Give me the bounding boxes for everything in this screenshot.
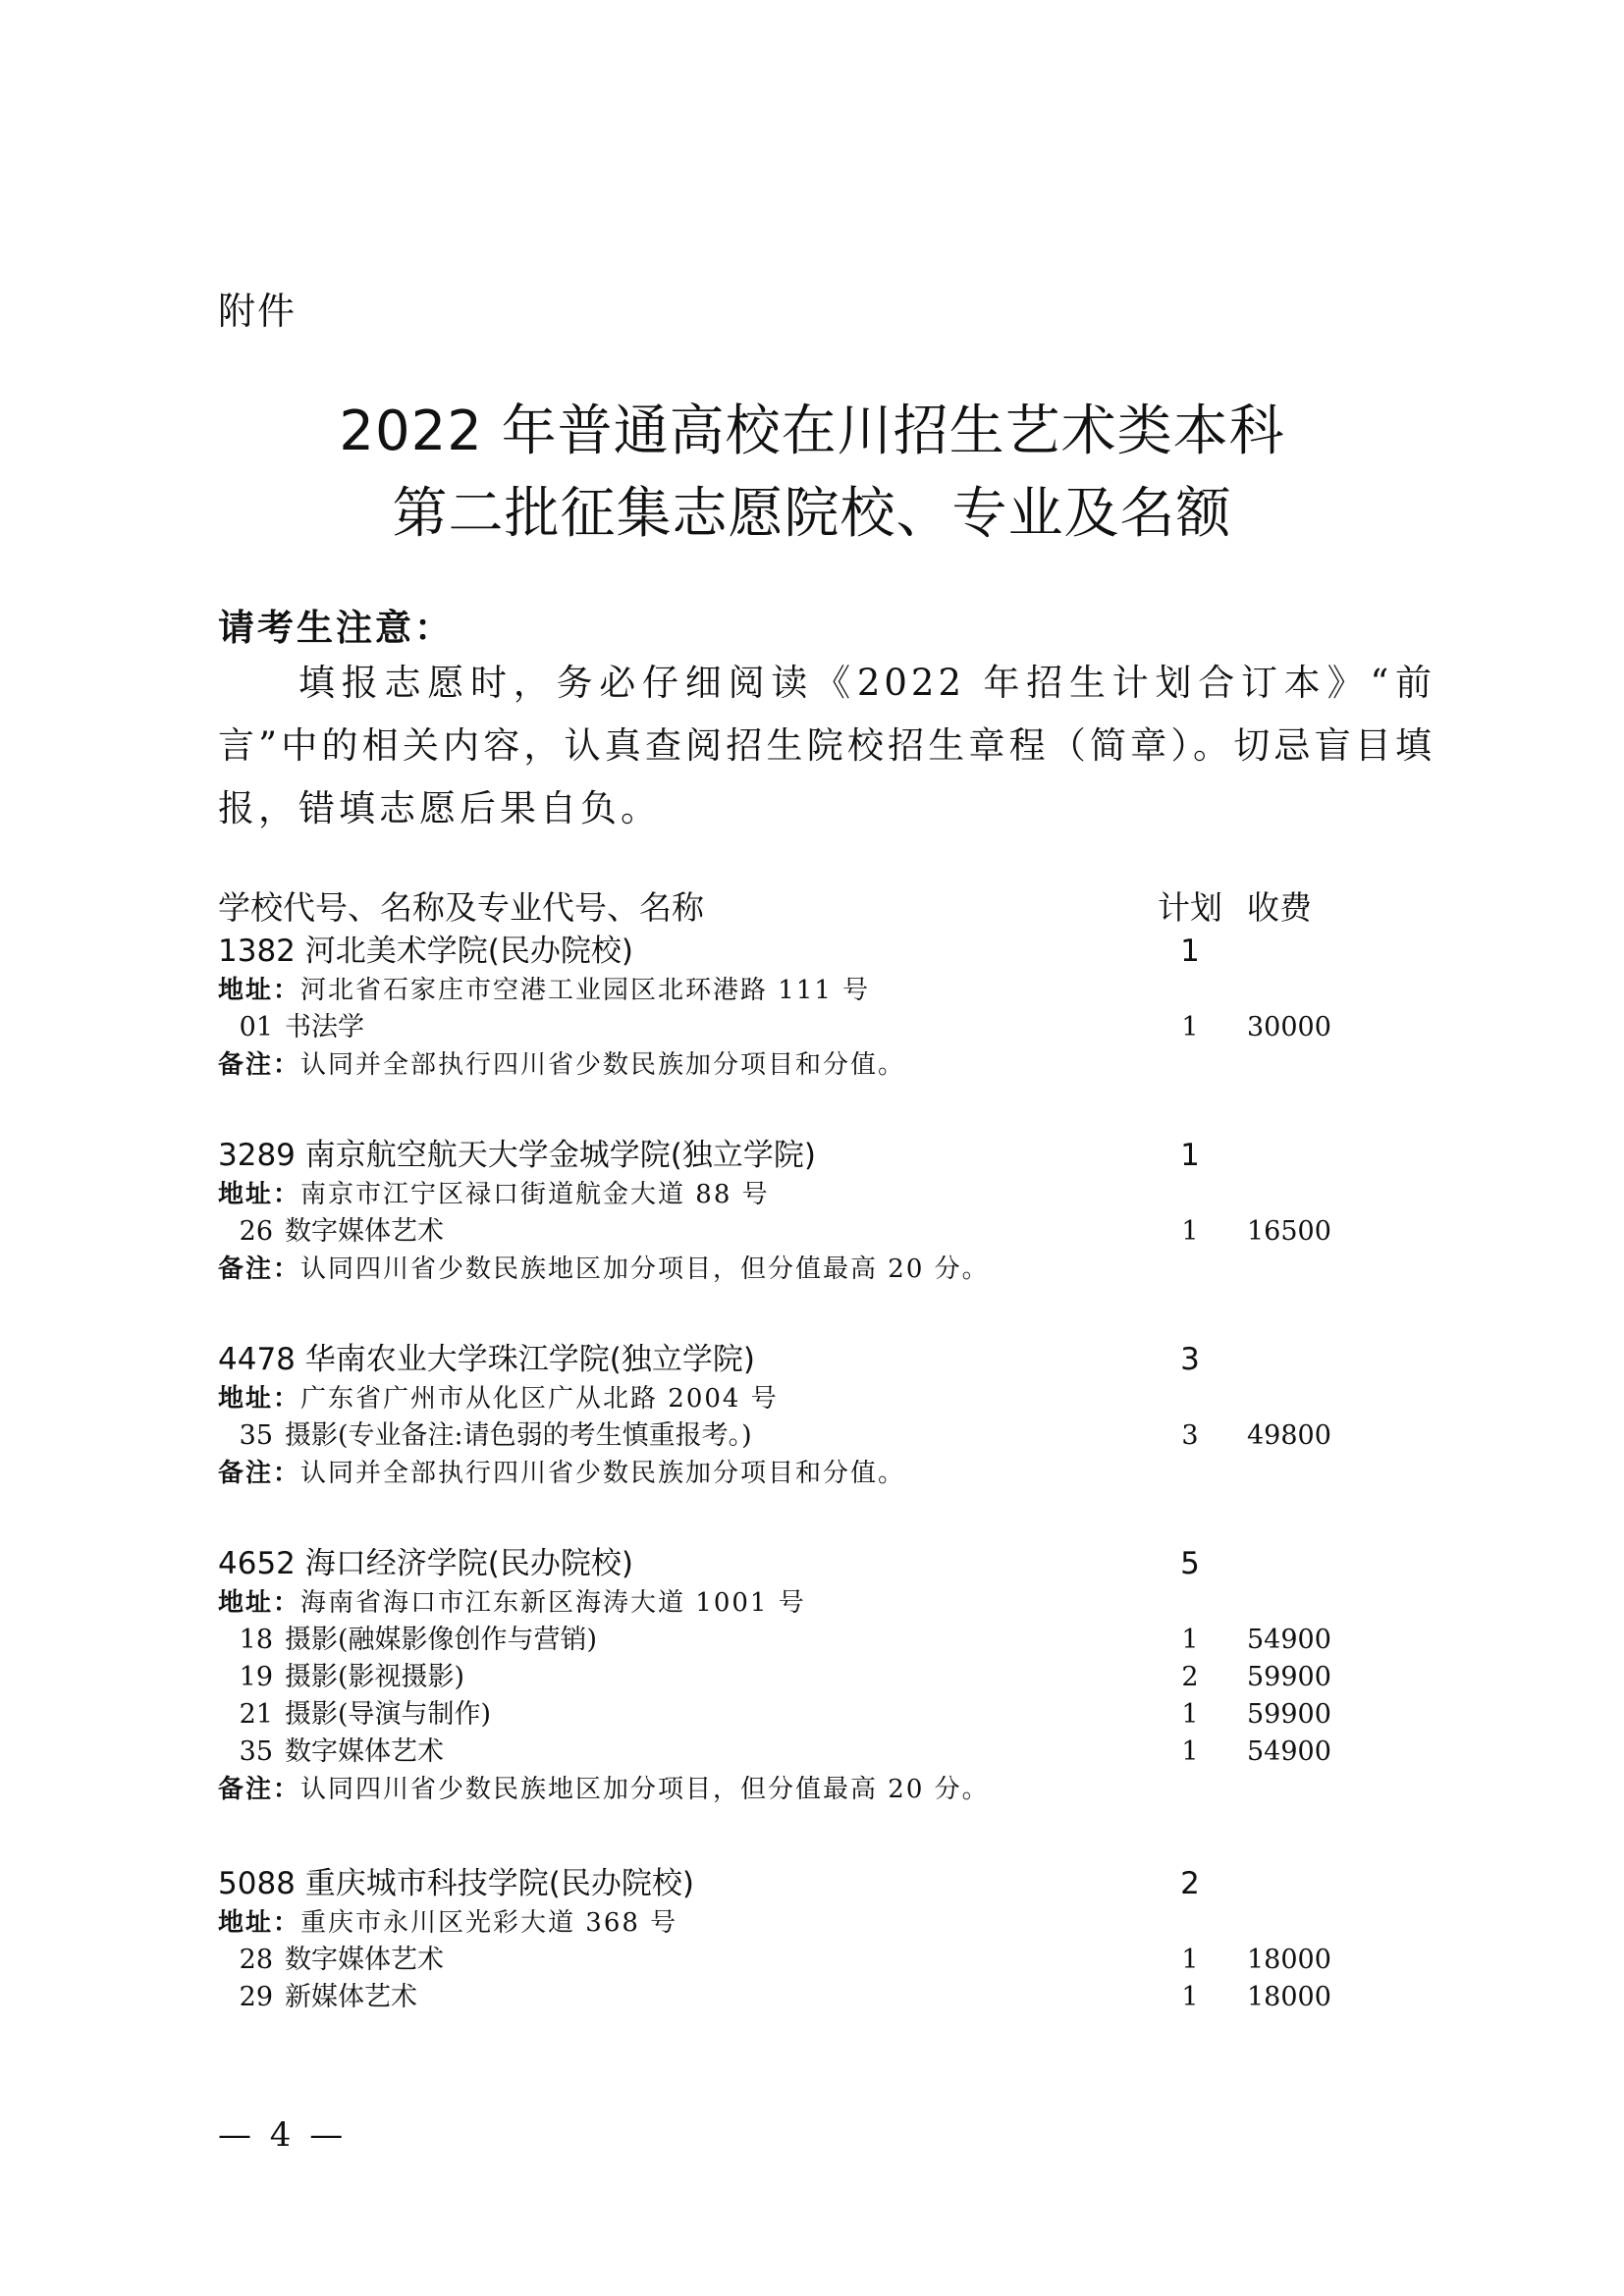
major-code: 35	[239, 1736, 273, 1767]
table-header	[218, 883, 1347, 933]
major-fee: 54900	[1247, 1625, 1331, 1655]
major-name: 摄影(专业备注:请色弱的考生慎重报考。)	[285, 1420, 752, 1451]
remark-row	[218, 1251, 1347, 1288]
school-plan: 2	[1180, 1866, 1200, 1901]
major-plan: 1	[1181, 1012, 1199, 1042]
school-entry	[218, 931, 1347, 1084]
school-plan: 1	[1180, 934, 1200, 969]
school-code: 1382	[218, 934, 296, 969]
major-row	[218, 1659, 1347, 1696]
school-code: 4652	[218, 1546, 296, 1581]
school-entry	[218, 1135, 1347, 1288]
remark-label: 备注：	[218, 1255, 301, 1284]
school-plan: 3	[1180, 1342, 1200, 1377]
school-plan: 5	[1180, 1546, 1200, 1581]
school-remark: 认同并全部执行四川省少数民族加分项目和分值。	[300, 1050, 906, 1080]
major-name: 数字媒体艺术	[285, 1216, 444, 1247]
major-name: 书法学	[285, 1012, 364, 1042]
major-plan: 1	[1181, 1216, 1199, 1247]
major-name: 新媒体艺术	[285, 1982, 417, 2012]
school-row	[218, 1135, 1347, 1176]
address-label: 地址：	[218, 1588, 301, 1618]
major-fee: 49800	[1247, 1420, 1331, 1451]
major-fee: 18000	[1247, 1982, 1331, 2012]
address-label: 地址：	[218, 1180, 301, 1209]
address-row	[218, 1176, 1347, 1213]
major-code: 19	[239, 1662, 273, 1692]
major-code: 21	[239, 1699, 273, 1730]
major-row	[218, 1696, 1347, 1734]
school-entry	[218, 1339, 1347, 1492]
major-name: 摄影(导演与制作)	[285, 1699, 492, 1730]
major-row	[218, 1942, 1347, 1979]
address-row	[218, 1584, 1347, 1622]
major-plan: 2	[1181, 1662, 1199, 1692]
school-row	[218, 1543, 1347, 1584]
notice-body: 填报志愿时，务必仔细阅读《2022 年招生计划合订本》“前言”中的相关内容，认真查阅招生院校招生章程（简章）。切忌盲目填报，错填志愿后果自负。	[218, 662, 1435, 829]
major-row	[218, 1417, 1347, 1455]
address-row	[218, 1904, 1347, 1942]
school-address: 海南省海口市江东新区海涛大道 1001 号	[300, 1588, 806, 1618]
school-remark: 认同并全部执行四川省少数民族加分项目和分值。	[300, 1459, 906, 1488]
school-plan: 1	[1180, 1138, 1200, 1173]
major-plan: 1	[1181, 1699, 1199, 1730]
school-code: 3289	[218, 1138, 296, 1173]
school-row	[218, 931, 1347, 972]
attachment-label: 附件	[218, 290, 298, 333]
major-name: 数字媒体艺术	[285, 1945, 444, 1975]
school-address: 河北省石家庄市空港工业园区北环港路 111 号	[300, 976, 871, 1005]
school-code: 4478	[218, 1342, 296, 1377]
table-header-fee: 收费	[1247, 888, 1312, 927]
address-label: 地址：	[218, 976, 301, 1005]
school-name: 重庆城市科技学院(民办院校)	[304, 1866, 694, 1901]
major-plan: 1	[1181, 1736, 1199, 1767]
major-fee: 16500	[1247, 1216, 1331, 1247]
school-row	[218, 1863, 1347, 1904]
major-name: 摄影(影视摄影)	[285, 1662, 465, 1692]
remark-label: 备注：	[218, 1459, 301, 1488]
school-entry	[218, 1543, 1347, 1808]
major-code: 26	[239, 1216, 273, 1247]
school-address: 广东省广州市从化区广从北路 2004 号	[300, 1384, 779, 1414]
school-remark: 认同四川省少数民族地区加分项目，但分值最高 20 分。	[300, 1255, 990, 1284]
major-name: 摄影(融媒影像创作与营销)	[285, 1625, 598, 1655]
school-name: 南京航空航天大学金城学院(独立学院)	[304, 1138, 816, 1173]
major-row	[218, 1979, 1347, 2016]
table-header-plan: 计划	[1158, 888, 1222, 927]
school-name: 华南农业大学珠江学院(独立学院)	[304, 1342, 755, 1377]
major-row	[218, 1734, 1347, 1771]
address-row	[218, 972, 1347, 1009]
major-fee: 18000	[1247, 1945, 1331, 1975]
school-remark: 认同四川省少数民族地区加分项目，但分值最高 20 分。	[300, 1775, 990, 1804]
remark-label: 备注：	[218, 1050, 301, 1080]
address-label: 地址：	[218, 1384, 301, 1414]
major-code: 01	[239, 1012, 273, 1042]
major-row	[218, 1009, 1347, 1046]
major-fee: 59900	[1247, 1699, 1331, 1730]
school-entry	[218, 1863, 1347, 2016]
major-plan: 3	[1181, 1420, 1199, 1451]
remark-label: 备注：	[218, 1775, 301, 1804]
remark-row	[218, 1455, 1347, 1492]
school-code: 5088	[218, 1866, 296, 1901]
major-code: 18	[239, 1625, 273, 1655]
major-code: 29	[239, 1982, 273, 2012]
school-name: 海口经济学院(民办院校)	[304, 1546, 633, 1581]
page-number: — 4 —	[218, 2115, 348, 2155]
major-row	[218, 1213, 1347, 1251]
major-fee: 30000	[1247, 1012, 1331, 1042]
major-plan: 1	[1181, 1945, 1199, 1975]
major-plan: 1	[1181, 1982, 1199, 2012]
major-name: 数字媒体艺术	[285, 1736, 444, 1767]
major-code: 35	[239, 1420, 273, 1451]
major-fee: 59900	[1247, 1662, 1331, 1692]
address-row	[218, 1380, 1347, 1417]
school-name: 河北美术学院(民办院校)	[304, 934, 633, 969]
page-title-line-2: 第二批征集志愿院校、专业及名额	[392, 482, 1232, 546]
school-address: 南京市江宁区禄口街道航金大道 88 号	[300, 1180, 770, 1209]
notice-heading: 请考生注意：	[218, 606, 454, 649]
major-row	[218, 1622, 1347, 1659]
major-code: 28	[239, 1945, 273, 1975]
table-header-name: 学校代号、名称及专业代号、名称	[218, 888, 704, 927]
remark-row	[218, 1771, 1347, 1808]
major-fee: 54900	[1247, 1736, 1331, 1767]
address-label: 地址：	[218, 1908, 301, 1938]
major-plan: 1	[1181, 1625, 1199, 1655]
school-address: 重庆市永川区光彩大道 368 号	[300, 1908, 678, 1938]
remark-row	[218, 1046, 1347, 1084]
school-row	[218, 1339, 1347, 1380]
page-title-line-1: 2022 年普通高校在川招生艺术类本科	[339, 400, 1285, 463]
